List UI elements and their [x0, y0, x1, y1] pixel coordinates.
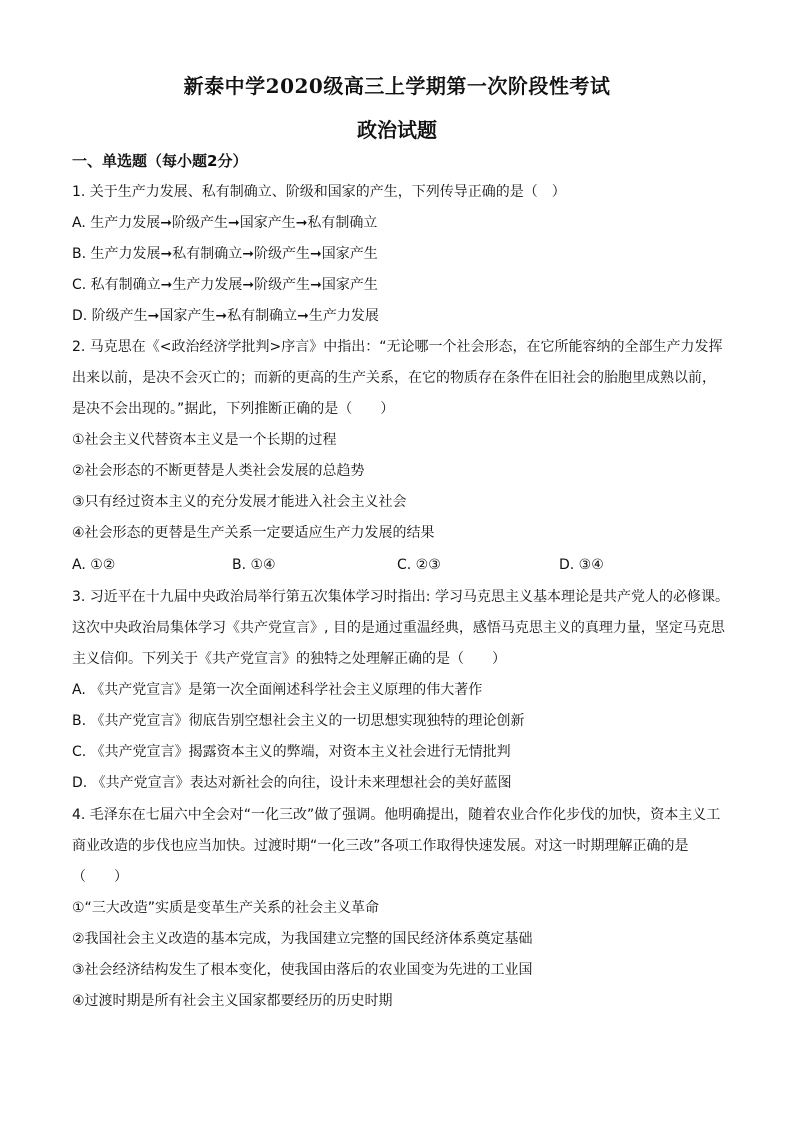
q1-option-b: B. 生产力发展➞私有制确立➞阶级产生➞国家产生	[72, 246, 378, 262]
q2-statement-1: ①社会主义代替资本主义是一个长期的过程	[72, 432, 337, 448]
q1-option-c: C. 私有制确立➞生产力发展➞阶级产生➞国家产生	[72, 277, 378, 293]
q3-stem-line-1: 3. 习近平在十九届中央政治局举行第五次集体学习时指出: 学习马克思主义基本理论是共产党人的必修课。	[72, 589, 729, 605]
q2-stem-line-1: 2. 马克思在《<政治经济学批判>序言》中指出：“无论哪一个社会形态，在它所能容纳的全部生产力发挥	[72, 339, 723, 355]
q3-option-c: C. 《共产党宣言》揭露资本主义的弊端，对资本主义社会进行无情批判	[72, 744, 511, 760]
section-heading: 一、单选题（每小题2分）	[72, 152, 248, 170]
q4-statement-1: ①“三大改造”实质是变革生产关系的社会主义革命	[72, 900, 380, 916]
exam-title: 新泰中学2020级高三上学期第一次阶段性考试	[183, 74, 611, 98]
q2-statement-3: ③只有经过资本主义的充分发展才能进入社会主义社会	[72, 494, 407, 510]
q2-option-d: D. ③④	[559, 557, 604, 573]
q2-option-a: A. ①②	[72, 557, 116, 573]
q4-statement-3: ③社会经济结构发生了根本变化，使我国由落后的农业国变为先进的工业国	[72, 962, 533, 978]
q2-statement-2: ②社会形态的不断更替是人类社会发展的总趋势	[72, 463, 365, 479]
q3-option-a: A. 《共产党宣言》是第一次全面阐述科学社会主义原理的伟大著作	[72, 682, 483, 698]
q4-stem-line-2: 商业改造的步伐也应当加快。过渡时期“一化三改”各项工作取得快速发展。对这一时期理解正确的是	[72, 838, 689, 854]
q4-statement-4: ④过渡时期是所有社会主义国家都要经历的历史时期	[72, 993, 393, 1009]
q2-option-c: C. ②③	[397, 557, 441, 573]
q1-stem: 1. 关于生产力发展、私有制确立、阶级和国家的产生，下列传导正确的是（ ）	[72, 184, 566, 200]
q3-option-d: D. 《共产党宣言》表达对新社会的向往，设计未来理想社会的美好蓝图	[72, 775, 512, 791]
q2-option-b: B. ①④	[232, 557, 276, 573]
q4-stem-line-3: （ ）	[72, 869, 128, 885]
q2-statement-4: ④社会形态的更替是生产关系一定要适应生产力发展的结果	[72, 525, 435, 541]
q1-option-d: D. 阶级产生➞国家产生➞私有制确立➞生产力发展	[72, 308, 379, 324]
q3-stem-line-2: 这次中央政治局集体学习《共产党宣言》, 目的是通过重温经典，感悟马克思主义的真理力量，坚定马克思	[72, 620, 725, 636]
q1-option-a: A. 生产力发展➞阶级产生➞国家产生➞私有制确立	[72, 215, 378, 231]
q4-statement-2: ②我国社会主义改造的基本完成，为我国建立完整的国民经济体系奠定基础	[72, 931, 533, 947]
q2-stem-line-2: 出来以前，是决不会灭亡的；而新的更高的生产关系，在它的物质存在条件在旧社会的胎胞里成熟以前，	[72, 370, 716, 386]
q2-stem-line-3: 是决不会出现的。”据此，下列推断正确的是（ ）	[72, 401, 395, 417]
q3-stem-line-3: 主义信仰。下列关于《共产党宣言》的独特之处理解正确的是（ ）	[72, 651, 506, 667]
exam-subject: 政治试题	[357, 118, 437, 142]
q3-option-b: B. 《共产党宣言》彻底告别空想社会主义的一切思想实现独特的理论创新	[72, 713, 525, 729]
q4-stem-line-1: 4. 毛泽东在七届六中全会对“一化三改”做了强调。他明确提出，随着农业合作化步伐的加快，资本主义工	[72, 807, 721, 823]
